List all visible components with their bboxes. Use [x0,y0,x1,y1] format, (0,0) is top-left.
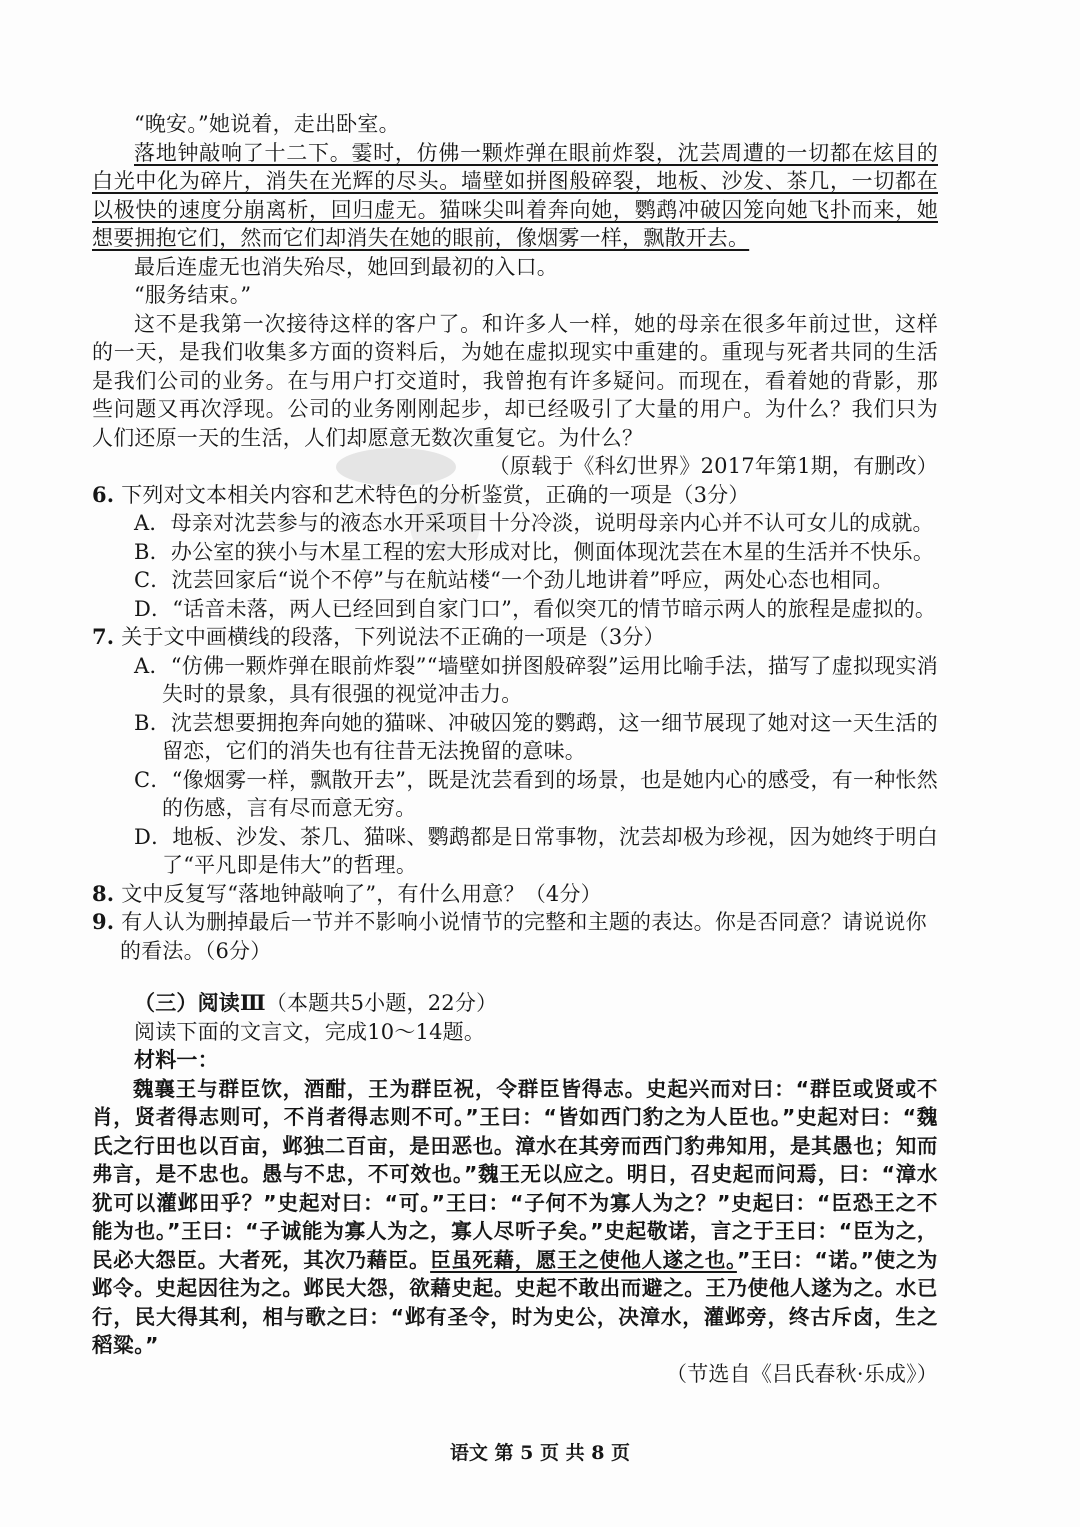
story-paragraph: “服务结束。” [134,283,252,307]
question-8 [92,880,938,909]
answer-option: D．地板、沙发、茶几、猫咪、鹦鹉都是日常事物，沈芸却极为珍视，因为她终于明白了“平凡即是伟大”的哲理。 [134,824,938,877]
question-number: 9. [92,909,115,934]
answer-option: B．沈芸想要拥抱奔向她的猫咪、冲破囚笼的鹦鹉，这一细节展现了她对这一天生活的留恋，它们的消失也有往昔无法挽留的意味。 [134,710,938,763]
page-content [92,110,938,1388]
question-stem [92,623,938,652]
classical-text-part: 魏襄王与群臣饮，酒酣，王为群臣祝，令群臣皆得志。史起兴而对曰：“群臣或贤或不肖，贤者得志则可，不肖者得志则不可。”王曰：“皆如西门豹之为人臣也。”史起对曰：“魏氏之行田也以百亩，邺独二百亩，是田恶也。漳水在其旁而西门豹弗知用，是其愚也；知而弗言，是不忠也。愚与不忠，不可效也。”魏王无以应之。明日，召史起而问焉，曰：“漳水犹可以灌邺田乎？”史起对曰：“可。”王曰：“子何不为寡人为之？”史起曰：“臣恐王之不能为也。”王曰：“子诚能为寡人为之，寡人尽听子矣。”史起敬诺，言之于王曰：“臣为之，民必大怨臣。大者死，其次乃藉臣。 [92,1076,938,1272]
question-number: 6. [92,481,115,507]
question-text: 文中反复写“落地钟敲响了”，有什么用意？（4分） [121,881,602,906]
classical-text-part: ”王曰：“诺。”使之为邺令。史起因往为之。邺民大怨，欲藉史起。史起不敢出而避之。王乃使他人遂为之。水已行，民大得其利，相与歌之曰：“邺有圣令，时为史公，决漳水，灌邺旁，终古斥卤，生之稻粱。” [92,1247,938,1357]
question-stem [92,880,938,909]
answer-option: C．“像烟雾一样，飘散开去”，既是沈芸看到的场景，也是她内心的感受，有一种怅然的伤感，言有尽而意无穷。 [134,767,938,820]
answer-option: A．母亲对沈芸参与的液态水开采项目十分冷淡，说明母亲内心并不认可女儿的成就。 [134,511,934,535]
page-footer: 语文 第 5 页 共 8 页 [449,1442,631,1464]
question-6 [92,481,938,624]
question-stem [92,908,938,965]
story-paragraph: 这不是我第一次接待这样的客户了。和许多人一样，她的母亲在很多年前过世，这样的一天，是我们收集多方面的资料后，为她在虚拟现实中重建的。重现与死者共同的生活是我们公司的业务。在与用户打交道时，我曾抱有许多疑问。而现在，看着她的背影，那些问题又再次浮现。公司的业务刚刚起步，却已经吸引了大量的用户。为什么？我们只为人们还原一天的生活，人们却愿意无数次重复它。为什么？ [92,311,938,450]
story-paragraph-underlined: 落地钟敲响了十二下。霎时，仿佛一颗炸弹在眼前炸裂，沈芸周遭的一切都在炫目的白光中化为碎片，消失在光辉的尽头。墙壁如拼图般碎裂，地板、沙发、茶几，一切都在以极快的速度分崩离析，回归虚无。猫咪尖叫着奔向她，鹦鹉冲破囚笼向她飞扑而来，她想要拥抱它们，然而它们却消失在她的眼前，像烟雾一样，飘散开去。 [92,140,938,250]
section-heading [92,989,938,1018]
section-title: （三）阅读Ⅲ [134,990,266,1015]
question-text: 有人认为删掉最后一节并不影响小说情节的完整和主题的表达。你是否同意？请说说你的看法。（6分） [120,910,927,963]
question-number: 7. [92,624,115,649]
section-instruction: 阅读下面的文言文，完成10～14题。 [134,1019,486,1044]
answer-option: D．“话音未落，两人已经回到自家门口”，看似突兀的情节暗示两人的旅程是虚拟的。 [134,596,937,621]
question-9 [92,908,938,965]
question-stem [92,481,938,510]
story-paragraph: 最后连虚无也消失殆尽，她回到最初的入口。 [134,254,558,279]
answer-option: B．办公室的狭小与木星工程的宏大形成对比，侧面体现沈芸在木星的生活并不快乐。 [134,539,935,564]
section-meta: （本题共5小题，22分） [265,991,498,1015]
answer-option: A．“仿佛一颗炸弹在眼前炸裂”“墙壁如拼图般碎裂”运用比喻手法，描写了虚拟现实消失时的景象，具有很强的视觉冲击力。 [134,653,938,706]
classical-text [92,1075,938,1360]
story-paragraph: “晚安。”她说着，走出卧室。 [134,112,400,136]
story-source: （原载于《科幻世界》2017年第1期，有删改） [488,454,938,478]
material-label: 材料一： [134,1047,219,1072]
question-number: 8. [92,880,115,906]
classical-source: （节选自《吕氏春秋·乐成》） [666,1361,938,1386]
question-7 [92,623,938,880]
classical-text-underlined: 臣虽死藉，愿王之使他人遂之也。 [430,1247,737,1272]
question-text: 关于文中画横线的段落，下列说法不正确的一项是（3分） [121,625,665,649]
question-text: 下列对文本相关内容和艺术特色的分析鉴赏，正确的一项是（3分） [121,482,750,507]
answer-option: C．沈芸回家后“说个不停”与在航站楼“一个劲儿地讲着”呼应，两处心态也相同。 [134,568,894,592]
